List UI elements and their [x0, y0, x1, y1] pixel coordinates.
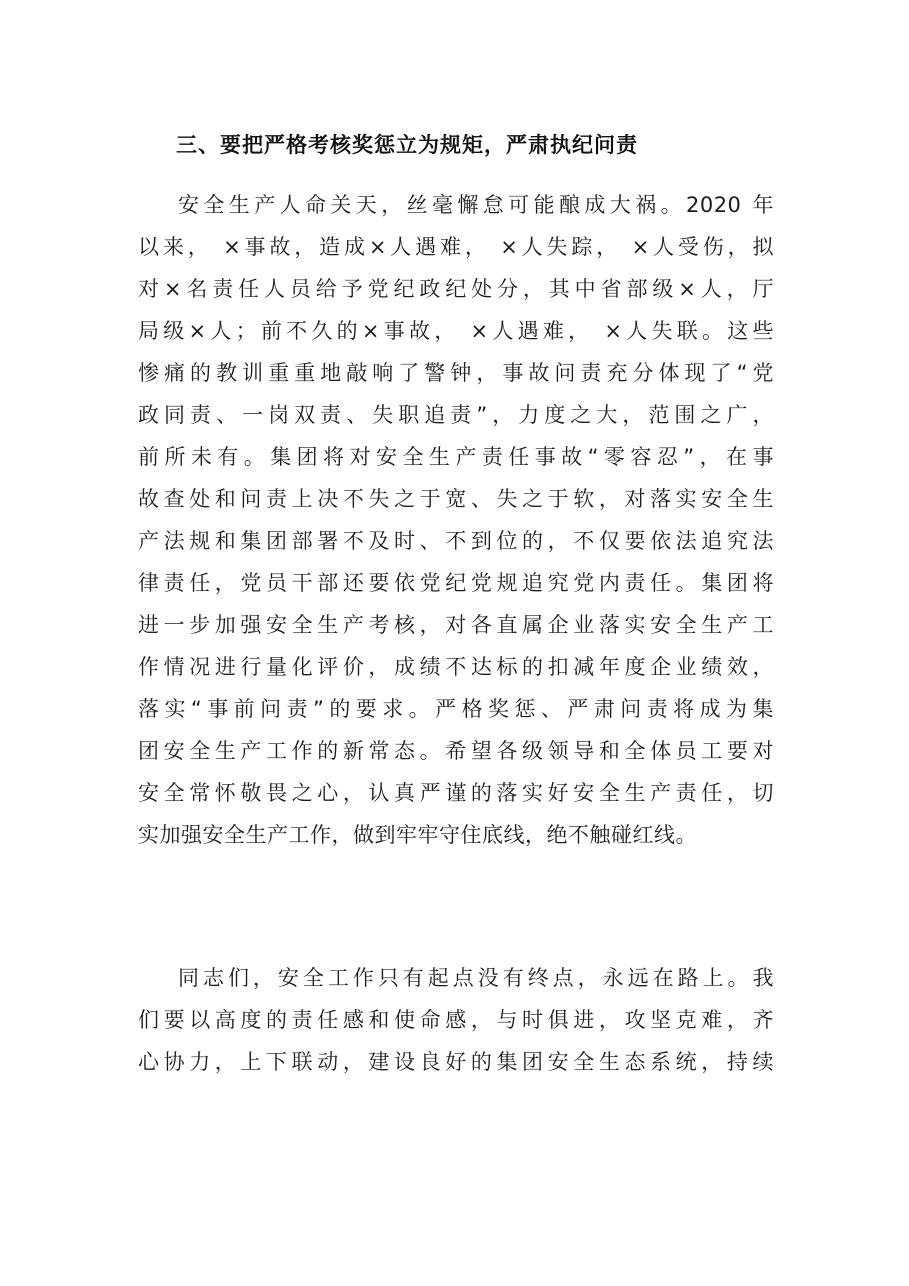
text-line: 进一步加强安全生产考核，对各直属企业落实安全生产工 — [138, 613, 774, 637]
text-line: 同志们，安全工作只有起点没有终点，永远在路上。我 — [178, 966, 774, 990]
text-line: 律责任，党员干部还要依党纪党规追究党内责任。集团将 — [138, 571, 774, 595]
section-heading: 三、要把严格考核奖惩立为规矩，严肃执纪问责 — [176, 133, 638, 157]
text-line: 以来， ×事故，造成×人遇难， ×人失踪， ×人受伤，拟 — [138, 235, 774, 259]
text-line: 前所未有。集团将对安全生产责任事故“零容忍”，在事 — [138, 445, 774, 469]
text-line: 安全常怀敬畏之心，认真严谨的落实好安全生产责任，切 — [138, 781, 774, 805]
text-line: 心协力，上下联动，建设良好的集团安全生态系统，持续 — [138, 1050, 774, 1074]
text-line: 团安全生产工作的新常态。希望各级领导和全体员工要对 — [138, 739, 774, 763]
text-line: 政同责、一岗双责、失职追责”，力度之大，范围之广， — [138, 403, 774, 427]
text-line: 安全生产人命关天，丝毫懈怠可能酿成大祸。2020 年 — [178, 193, 774, 217]
text-line: 落实“事前问责”的要求。严格奖惩、严肃问责将成为集 — [138, 697, 774, 721]
text-line: 作情况进行量化评价，成绩不达标的扣减年度企业绩效， — [138, 655, 774, 679]
text-line: 局级×人；前不久的×事故， ×人遇难， ×人失联。这些 — [138, 319, 774, 343]
text-line: 惨痛的教训重重地敲响了警钟，事故问责充分体现了“党 — [138, 361, 774, 385]
text-line: 们要以高度的责任感和使命感，与时俱进，攻坚克难，齐 — [138, 1008, 774, 1032]
text-line: 实加强安全生产工作，做到牢牢守住底线，绝不触碰红线。 — [138, 823, 697, 847]
paragraph-closing — [138, 957, 774, 1083]
text-line: 对×名责任人员给予党纪政纪处分，其中省部级×人，厅 — [138, 277, 774, 301]
text-line: 产法规和集团部署不及时、不到位的，不仅要依法追究法 — [138, 529, 774, 553]
paragraph-accountability — [138, 184, 774, 856]
text-line: 故查处和问责上决不失之于宽、失之于软，对落实安全生 — [138, 487, 774, 511]
